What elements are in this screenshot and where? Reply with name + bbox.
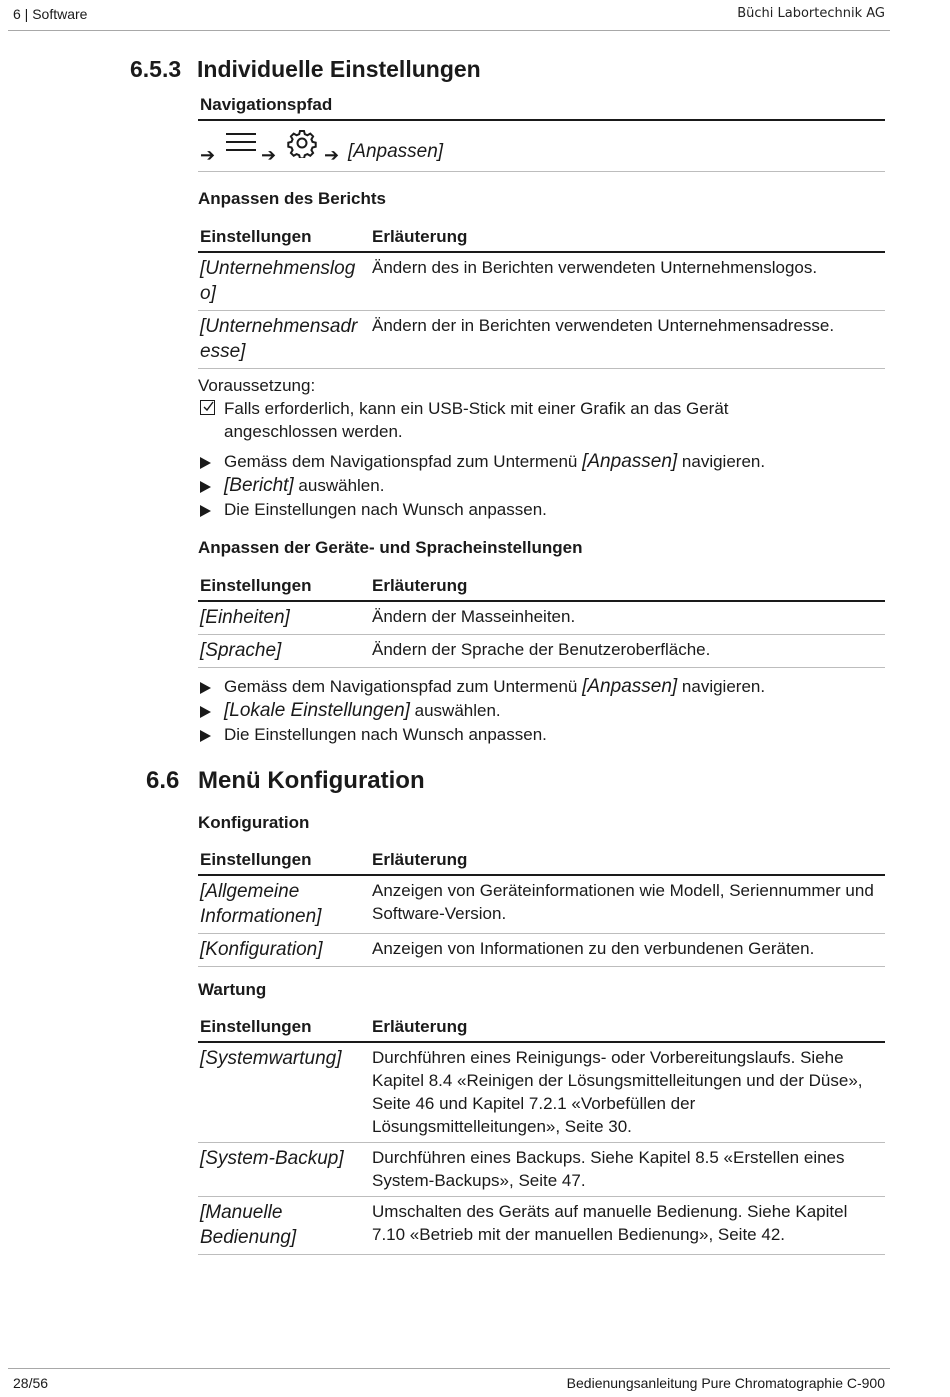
description-cell: Ändern der in Berichten verwendeten Unternehmensadresse. <box>370 311 885 369</box>
column-header: Erläuterung <box>370 847 885 875</box>
column-header: Einstellungen <box>198 847 370 875</box>
section-title: Menü Konfiguration <box>198 767 425 794</box>
description-cell: Anzeigen von Informationen zu den verbundenen Geräten. <box>370 934 885 967</box>
setting-cell: [Einheiten] <box>198 601 370 635</box>
prerequisite-label: Voraussetzung: <box>198 376 316 395</box>
gear-icon <box>287 128 317 163</box>
menu-icon <box>225 131 257 158</box>
device-steps-list <box>198 675 765 747</box>
table-row <box>198 875 885 934</box>
description-cell: Durchführen eines Reinigungs- oder Vorbereitungslaufs. Siehe Kapitel 8.4 «Reinigen der Lösungsmittelleitungen und der Düse», Seite 46 und Kapitel 7.2.1 «Vorbefüllen der Lösungsmittelleitungen», Seite 30. <box>370 1042 885 1143</box>
bullet-triangle-icon <box>200 682 211 694</box>
konfiguration-table <box>198 847 885 967</box>
section-title: Individuelle Einstellungen <box>197 56 481 82</box>
arrow-icon: ➔ <box>200 145 216 165</box>
setting-cell: [Systemwartung] <box>198 1042 370 1143</box>
bullet-triangle-icon <box>200 457 211 469</box>
table-header-row <box>198 1014 885 1042</box>
setting-cell: [Unternehmensadr esse] <box>198 311 370 369</box>
device-settings-table <box>198 573 885 668</box>
device-heading: Anpassen der Geräte- und Spracheinstellungen <box>198 538 583 557</box>
table-row <box>198 601 885 635</box>
step-item: Gemäss dem Navigationspfad zum Untermenü [Anpassen] navigieren. <box>198 450 765 474</box>
description-cell: Umschalten des Geräts auf manuelle Bedienung. Siehe Kapitel 7.10 «Betrieb mit der manuellen Bedienung», Seite 42. <box>370 1197 885 1255</box>
column-header: Erläuterung <box>370 573 885 601</box>
header-company: Büchi Labortechnik AG <box>737 6 885 21</box>
column-header: Einstellungen <box>198 224 370 252</box>
bullet-triangle-icon <box>200 730 211 742</box>
description-cell: Ändern des in Berichten verwendeten Unternehmenslogos. <box>370 252 885 311</box>
konfiguration-heading: Konfiguration <box>198 813 310 832</box>
column-header: Einstellungen <box>198 573 370 601</box>
column-header: Erläuterung <box>370 1014 885 1042</box>
page-footer <box>8 1368 890 1391</box>
step-item: Die Einstellungen nach Wunsch anpassen. <box>198 723 765 747</box>
bullet-triangle-icon <box>200 505 211 517</box>
description-cell: Ändern der Masseinheiten. <box>370 601 885 635</box>
arrow-icon: ➔ <box>324 145 340 165</box>
step-item: [Bericht] auswählen. <box>198 474 765 498</box>
table-row <box>198 1042 885 1143</box>
page-header <box>8 0 890 31</box>
checkbox-icon <box>200 400 215 415</box>
section-heading-6-5-3 <box>130 56 481 83</box>
table-row <box>198 1197 885 1255</box>
description-cell: Ändern der Sprache der Benutzeroberfläche. <box>370 635 885 668</box>
navigation-path-title: Navigationspfad <box>198 93 885 121</box>
description-cell: Anzeigen von Geräteinformationen wie Modell, Seriennummer und Software-Version. <box>370 875 885 934</box>
setting-cell: [Sprache] <box>198 635 370 668</box>
column-header: Erläuterung <box>370 224 885 252</box>
navigation-path-box <box>198 93 885 172</box>
navigation-target: [Anpassen] <box>348 141 444 162</box>
table-row <box>198 252 885 311</box>
section-number: 6.5.3 <box>130 56 182 82</box>
footer-document-title: Bedienungsanleitung Pure Chromatographie C-900 <box>566 1375 885 1391</box>
step-item: [Lokale Einstellungen] auswählen. <box>198 699 765 723</box>
page-number: 28/56 <box>13 1375 49 1391</box>
setting-cell: [System-Backup] <box>198 1143 370 1197</box>
table-row <box>198 311 885 369</box>
header-chapter: 6 | Software <box>13 6 88 22</box>
bullet-triangle-icon <box>200 706 211 718</box>
wartung-heading: Wartung <box>198 980 267 999</box>
section-heading-6-6 <box>146 767 425 795</box>
table-header-row <box>198 224 885 252</box>
report-heading: Anpassen des Berichts <box>198 189 387 208</box>
report-steps-list <box>198 450 765 522</box>
table-row <box>198 635 885 668</box>
setting-cell: [Manuelle Bedienung] <box>198 1197 370 1255</box>
bullet-triangle-icon <box>200 481 211 493</box>
step-item: Die Einstellungen nach Wunsch anpassen. <box>198 498 765 522</box>
column-header: Einstellungen <box>198 1014 370 1042</box>
description-cell: Durchführen eines Backups. Siehe Kapitel 8.5 «Erstellen eines System-Backups», Seite 47. <box>370 1143 885 1197</box>
wartung-table <box>198 1014 885 1255</box>
report-settings-table <box>198 224 885 369</box>
setting-cell: [Konfiguration] <box>198 934 370 967</box>
table-row <box>198 1143 885 1197</box>
table-header-row <box>198 573 885 601</box>
setting-cell: [Unternehmenslog o] <box>198 252 370 311</box>
section-number: 6.6 <box>146 767 180 794</box>
setting-cell: [Allgemeine Informationen] <box>198 875 370 934</box>
table-header-row <box>198 847 885 875</box>
step-item: Gemäss dem Navigationspfad zum Untermenü [Anpassen] navigieren. <box>198 675 765 699</box>
arrow-icon: ➔ <box>261 145 277 165</box>
table-row <box>198 934 885 967</box>
prerequisite-text: Falls erforderlich, kann ein USB-Stick mit einer Grafik an das Gerät angeschlossen werden. <box>224 399 729 441</box>
prerequisite-item <box>198 397 824 443</box>
navigation-path-row <box>198 121 885 172</box>
